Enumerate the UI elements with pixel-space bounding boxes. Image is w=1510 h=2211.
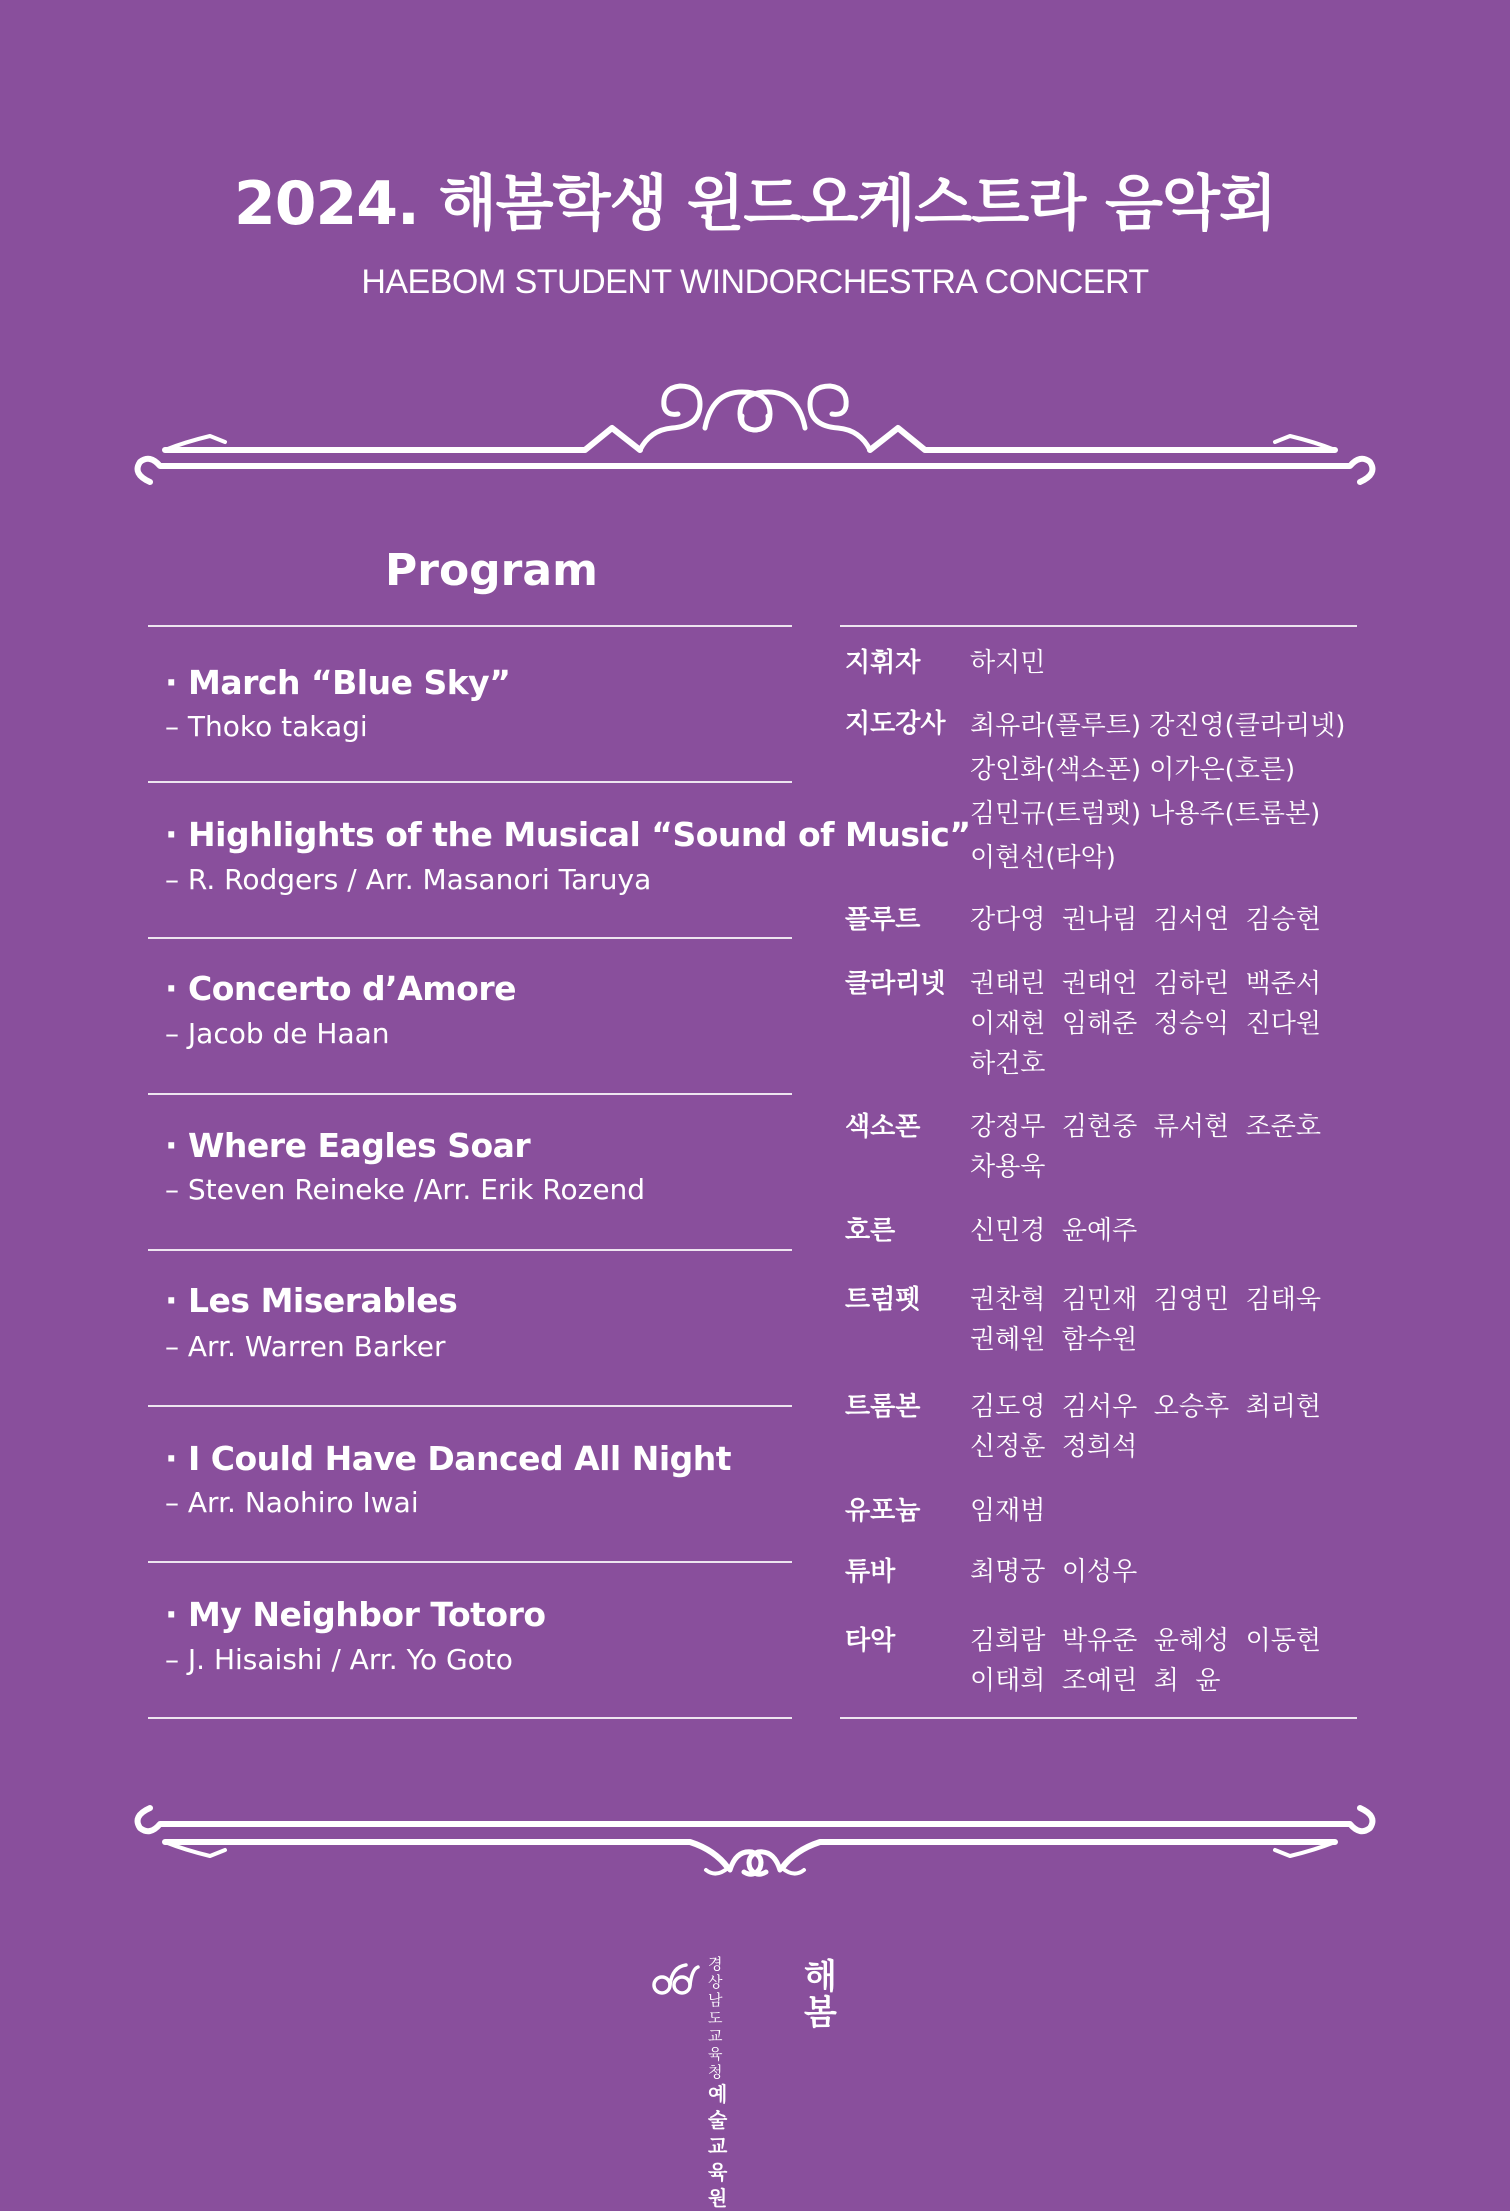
program-divider	[148, 1405, 792, 1407]
program-divider	[148, 1561, 792, 1563]
program-item-credit: – Thoko takagi	[165, 710, 368, 743]
program-item-credit: – Arr. Naohiro Iwai	[165, 1486, 419, 1519]
member-role: 색소폰	[845, 1112, 921, 1142]
program-item-title: · Highlights of the Musical “Sound of Music”	[165, 815, 971, 854]
program-item-credit: – J. Hisaishi / Arr. Yo Goto	[165, 1643, 513, 1676]
member-role: 지도강사	[845, 709, 946, 739]
member-names: 하지민	[970, 648, 1046, 678]
member-names: 임재범	[970, 1496, 1046, 1526]
member-role: 튜바	[845, 1557, 896, 1587]
program-item-title: · I Could Have Danced All Night	[165, 1439, 732, 1478]
member-role: 클라리넷	[845, 969, 946, 999]
program-divider	[148, 1249, 792, 1251]
member-role: 호른	[845, 1216, 896, 1246]
program-item-credit: – Jacob de Haan	[165, 1017, 390, 1050]
program-divider	[148, 1093, 792, 1095]
program-divider	[148, 937, 792, 939]
program-divider	[148, 1717, 792, 1719]
member-role: 유포늄	[845, 1496, 921, 1526]
program-item-title: · March “Blue Sky”	[165, 663, 511, 702]
member-names: 권태린 권태언 김하린 백준서 이재현 임해준 정승익 진다원 하건호	[970, 969, 1321, 1079]
members-divider	[840, 1717, 1357, 1719]
bottom-ornament-divider	[0, 1790, 1510, 1890]
page-subtitle: HAEBOM STUDENT WINDORCHESTRA CONCERT	[361, 263, 1149, 301]
member-names: 최유라(플루트) 강진영(클라리넷) 강인화(색소폰) 이가은(호른) 김민규(트럼펫) 나용주(트롬본) 이현선(타악)	[970, 711, 1346, 873]
member-names: 강정무 김현중 류서현 조준호 차용욱	[970, 1112, 1321, 1182]
program-item-title: · My Neighbor Totoro	[165, 1595, 546, 1634]
program-item-title: · Where Eagles Soar	[165, 1126, 531, 1165]
program-item-title: · Concerto d’Amore	[165, 969, 516, 1008]
member-names: 김도영 김서우 오승후 최리현 신정훈 정희석	[970, 1392, 1321, 1462]
member-role: 트롬본	[845, 1392, 921, 1422]
logo-brand: 해봄	[804, 1957, 837, 2033]
program-divider	[148, 625, 792, 627]
top-ornament-divider	[0, 370, 1510, 500]
member-role: 지휘자	[845, 648, 921, 678]
member-role: 플루트	[845, 905, 921, 935]
program-heading: Program	[385, 545, 598, 596]
member-names: 신민경 윤예주	[970, 1216, 1138, 1246]
member-names: 최명궁 이성우	[970, 1557, 1138, 1587]
program-item-credit: – Arr. Warren Barker	[165, 1330, 446, 1363]
program-item-credit: – R. Rodgers / Arr. Masanori Taruya	[165, 863, 652, 896]
page-title: 2024. 해봄학생 윈드오케스트라 음악회	[234, 169, 1276, 239]
program-item-credit: – Steven Reineke /Arr. Erik Rozend	[165, 1173, 646, 1206]
member-names: 강다영 권나림 김서연 김승현	[970, 905, 1321, 935]
program-item-title: · Les Miserables	[165, 1281, 458, 1320]
member-role: 트럼펫	[845, 1285, 921, 1315]
member-names: 권찬혁 김민재 김영민 김태욱 권혜원 함수원	[970, 1285, 1321, 1355]
haebom-logo-icon	[650, 1959, 702, 1999]
logo-line2: 예술교육원	[708, 2082, 728, 2210]
member-names: 김희람 박유준 윤혜성 이동현 이태희 조예린 최 윤	[970, 1626, 1321, 1696]
logo-text	[708, 1955, 727, 2211]
logo-line1: 경상남도교육청	[708, 1955, 723, 2081]
members-divider	[840, 625, 1357, 627]
program-divider	[148, 781, 792, 783]
member-role: 타악	[845, 1626, 896, 1656]
